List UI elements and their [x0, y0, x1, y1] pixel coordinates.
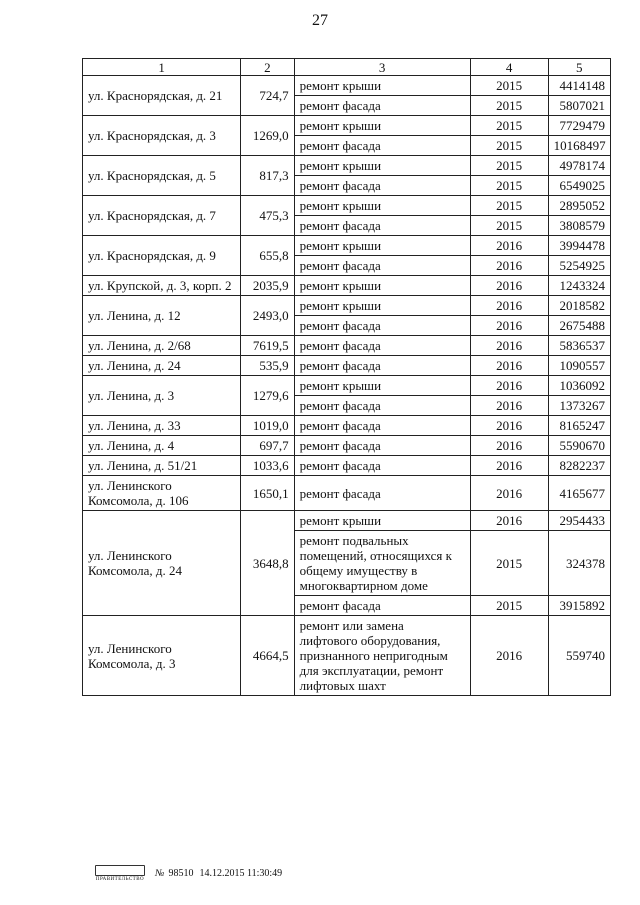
address-cell: ул. Краснорядская, д. 21 [83, 76, 241, 116]
year-cell: 2016 [470, 356, 548, 376]
address-cell: ул. Крупской, д. 3, корп. 2 [83, 276, 241, 296]
work-type-cell: ремонт фасада [294, 596, 470, 616]
repair-schedule-table [82, 58, 611, 696]
work-type-cell: ремонт фасада [294, 476, 470, 511]
address-cell: ул. Ленина, д. 2/68 [83, 336, 241, 356]
work-type-cell: ремонт крыши [294, 76, 470, 96]
table-row [83, 336, 611, 356]
area-cell: 817,3 [241, 156, 294, 196]
cost-cell: 5836537 [548, 336, 610, 356]
work-type-cell: ремонт фасада [294, 356, 470, 376]
work-type-cell: ремонт крыши [294, 276, 470, 296]
table-row [83, 276, 611, 296]
table-row [83, 511, 611, 531]
work-type-cell: ремонт фасада [294, 256, 470, 276]
cost-cell: 4978174 [548, 156, 610, 176]
cost-cell: 2895052 [548, 196, 610, 216]
work-type-cell: ремонт фасада [294, 456, 470, 476]
area-cell: 2493,0 [241, 296, 294, 336]
area-cell: 1269,0 [241, 116, 294, 156]
address-cell: ул. Краснорядская, д. 5 [83, 156, 241, 196]
table-row [83, 436, 611, 456]
cost-cell: 1373267 [548, 396, 610, 416]
cost-cell: 1090557 [548, 356, 610, 376]
area-cell: 697,7 [241, 436, 294, 456]
cost-cell: 7729479 [548, 116, 610, 136]
work-type-cell: ремонт фасада [294, 316, 470, 336]
area-cell: 1033,6 [241, 456, 294, 476]
table-row [83, 296, 611, 316]
cost-cell: 1243324 [548, 276, 610, 296]
cost-cell: 559740 [548, 616, 610, 696]
area-cell: 655,8 [241, 236, 294, 276]
year-cell: 2016 [470, 511, 548, 531]
year-cell: 2016 [470, 416, 548, 436]
work-type-cell: ремонт крыши [294, 511, 470, 531]
document-number-mark: № [155, 867, 165, 879]
work-type-cell: ремонт фасада [294, 396, 470, 416]
work-type-cell: ремонт крыши [294, 236, 470, 256]
work-type-cell: ремонт фасада [294, 96, 470, 116]
area-cell: 535,9 [241, 356, 294, 376]
address-cell: ул. Ленина, д. 24 [83, 356, 241, 376]
year-cell: 2015 [470, 116, 548, 136]
year-cell: 2016 [470, 256, 548, 276]
year-cell: 2016 [470, 396, 548, 416]
cost-cell: 5590670 [548, 436, 610, 456]
year-cell: 2015 [470, 156, 548, 176]
address-cell: ул. Ленина, д. 4 [83, 436, 241, 456]
area-cell: 2035,9 [241, 276, 294, 296]
year-cell: 2016 [470, 236, 548, 256]
year-cell: 2016 [470, 436, 548, 456]
table-row [83, 356, 611, 376]
table-body [83, 76, 611, 696]
cost-cell: 2954433 [548, 511, 610, 531]
area-cell: 1279,6 [241, 376, 294, 416]
cost-cell: 6549025 [548, 176, 610, 196]
document-footer [95, 863, 282, 883]
area-cell: 1019,0 [241, 416, 294, 436]
year-cell: 2016 [470, 336, 548, 356]
table-row [83, 196, 611, 216]
area-cell: 1650,1 [241, 476, 294, 511]
address-cell: ул. Краснорядская, д. 7 [83, 196, 241, 236]
table-row [83, 376, 611, 396]
table-row [83, 416, 611, 436]
area-cell: 3648,8 [241, 511, 294, 616]
seal-text: ПРАВИТЕЛЬСТВО [95, 876, 145, 882]
work-type-cell: ремонт фасада [294, 436, 470, 456]
table-row [83, 116, 611, 136]
table-row [83, 616, 611, 696]
address-cell: ул. Ленина, д. 51/21 [83, 456, 241, 476]
cost-cell: 4165677 [548, 476, 610, 511]
address-cell: ул. Ленинского Комсомола, д. 3 [83, 616, 241, 696]
year-cell: 2015 [470, 216, 548, 236]
year-cell: 2015 [470, 136, 548, 156]
year-cell: 2015 [470, 196, 548, 216]
address-cell: ул. Ленинского Комсомола, д. 24 [83, 511, 241, 616]
cost-cell: 4414148 [548, 76, 610, 96]
year-cell: 2015 [470, 96, 548, 116]
address-cell: ул. Ленина, д. 33 [83, 416, 241, 436]
area-cell: 4664,5 [241, 616, 294, 696]
area-cell: 724,7 [241, 76, 294, 116]
work-type-cell: ремонт крыши [294, 376, 470, 396]
cost-cell: 1036092 [548, 376, 610, 396]
document-datetime: 14.12.2015 11:30:49 [199, 867, 283, 879]
year-cell: 2016 [470, 316, 548, 336]
address-cell: ул. Ленина, д. 3 [83, 376, 241, 416]
cost-cell: 8282237 [548, 456, 610, 476]
work-type-cell: ремонт или замена лифтового оборудования, признанного непригодным для эксплуатации, ремонт лифтовых шахт [294, 616, 470, 696]
address-cell: ул. Ленина, д. 12 [83, 296, 241, 336]
year-cell: 2015 [470, 596, 548, 616]
area-cell: 7619,5 [241, 336, 294, 356]
year-cell: 2016 [470, 616, 548, 696]
cost-cell: 5254925 [548, 256, 610, 276]
cost-cell: 2675488 [548, 316, 610, 336]
address-cell: ул. Краснорядская, д. 3 [83, 116, 241, 156]
column-header-3: 3 [294, 59, 470, 76]
year-cell: 2015 [470, 76, 548, 96]
seal-strip [95, 865, 145, 876]
work-type-cell: ремонт крыши [294, 156, 470, 176]
column-header-4: 4 [470, 59, 548, 76]
column-header-5: 5 [548, 59, 610, 76]
work-type-cell: ремонт крыши [294, 296, 470, 316]
work-type-cell: ремонт крыши [294, 116, 470, 136]
work-type-cell: ремонт фасада [294, 216, 470, 236]
year-cell: 2016 [470, 276, 548, 296]
address-cell: ул. Краснорядская, д. 9 [83, 236, 241, 276]
address-cell: ул. Ленинского Комсомола, д. 106 [83, 476, 241, 511]
cost-cell: 324378 [548, 531, 610, 596]
table-row [83, 476, 611, 511]
cost-cell: 10168497 [548, 136, 610, 156]
government-seal-icon [95, 865, 145, 882]
header-row [83, 59, 611, 76]
year-cell: 2016 [470, 476, 548, 511]
work-type-cell: ремонт фасада [294, 176, 470, 196]
cost-cell: 3994478 [548, 236, 610, 256]
cost-cell: 2018582 [548, 296, 610, 316]
page-number: 27 [312, 12, 328, 29]
work-type-cell: ремонт подвальных помещений, относящихся к общему имуществу в многоквартирном доме [294, 531, 470, 596]
work-type-cell: ремонт фасада [294, 136, 470, 156]
cost-cell: 8165247 [548, 416, 610, 436]
year-cell: 2016 [470, 456, 548, 476]
year-cell: 2016 [470, 376, 548, 396]
table-row [83, 456, 611, 476]
area-cell: 475,3 [241, 196, 294, 236]
year-cell: 2015 [470, 176, 548, 196]
column-header-1: 1 [83, 59, 241, 76]
table-row [83, 156, 611, 176]
work-type-cell: ремонт крыши [294, 196, 470, 216]
table-row [83, 236, 611, 256]
cost-cell: 3915892 [548, 596, 610, 616]
year-cell: 2016 [470, 296, 548, 316]
document-number: 98510 [168, 867, 194, 879]
cost-cell: 3808579 [548, 216, 610, 236]
column-header-2: 2 [241, 59, 294, 76]
work-type-cell: ремонт фасада [294, 416, 470, 436]
work-type-cell: ремонт фасада [294, 336, 470, 356]
cost-cell: 5807021 [548, 96, 610, 116]
table-row [83, 76, 611, 96]
year-cell: 2015 [470, 531, 548, 596]
